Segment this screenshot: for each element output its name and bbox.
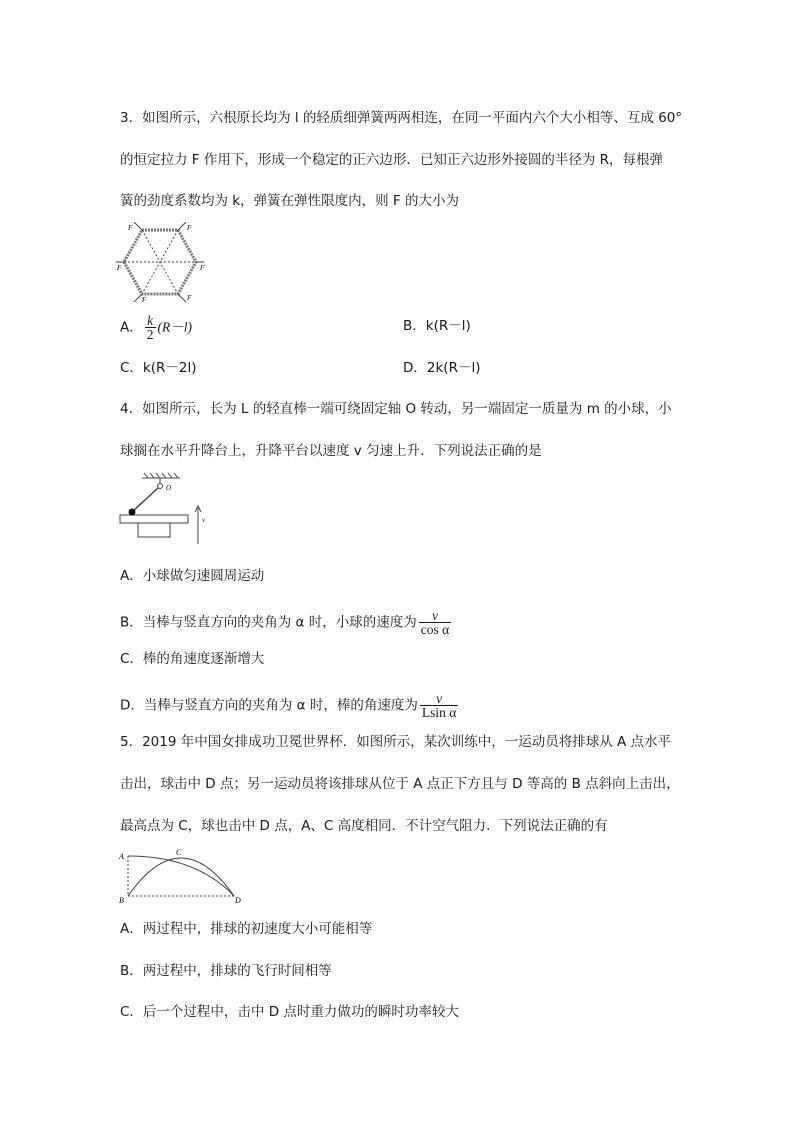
label-v: v <box>202 516 206 524</box>
force-label-top-right: F <box>187 224 192 232</box>
label-c: C <box>176 848 182 857</box>
q4-option-d-numerator: v <box>420 692 458 706</box>
q3-option-b: B．k(R－l) <box>403 318 471 334</box>
q4-option-b-denominator: cos α <box>420 622 450 637</box>
force-label-bottom-right: F <box>187 294 192 302</box>
force-label-top-left: F <box>128 224 133 232</box>
force-label-left: F <box>117 264 122 272</box>
label-d: D <box>235 896 241 905</box>
q4-option-d <box>120 692 460 719</box>
q3-option-a-fraction <box>145 314 156 341</box>
q5-option-a: A．两过程中，排球的初速度大小可能相等 <box>120 921 373 937</box>
q5-option-c: C．后一个过程中，击中 D 点时重力做功的瞬时功率较大 <box>120 1004 459 1020</box>
q3-option-a-suffix: (R－l) <box>157 319 192 335</box>
q4-option-b-fraction <box>419 609 451 636</box>
q4-option-c: C．棒的角速度逐渐增大 <box>120 651 265 667</box>
label-o: O <box>166 484 172 492</box>
hexagon-spring-figure <box>114 222 206 302</box>
q4-option-d-denominator: Lsin α <box>421 705 457 720</box>
q4-option-b-numerator: v <box>419 609 451 623</box>
q3-option-a-numerator: k <box>145 314 156 328</box>
rod-platform-figure <box>116 472 210 548</box>
q4-option-b-prefix: B．当棒与竖直方向的夹角为 α 时，小球的速度为 <box>120 614 417 631</box>
q5-stem-line-1: 5．2019 年中国女排成功卫冕世界杯．如图所示，某次训练中，一运动员将排球从 A 点水平 <box>120 734 672 750</box>
q3-option-d: D．2k(R－l) <box>403 360 481 376</box>
q3-stem-line-2: 的恒定拉力 F 作用下，形成一个稳定的正六边形．已知正六边形外接圆的半径为 R，每根弹 <box>120 152 664 168</box>
q4-option-b <box>120 609 453 636</box>
q4-option-d-prefix: D．当棒与竖直方向的夹角为 α 时，棒的角速度为 <box>120 697 418 714</box>
q5-option-b: B．两过程中，排球的飞行时间相等 <box>120 963 332 979</box>
label-a: A <box>119 852 124 861</box>
q3-option-c: C．k(R－2l) <box>120 360 197 376</box>
q3-stem-line-3: 簧的劲度系数均为 k，弹簧在弹性限度内，则 F 的大小为 <box>120 193 459 209</box>
label-b: B <box>119 896 124 905</box>
q3-option-a <box>120 314 192 341</box>
q4-stem-line-2: 球搁在水平升降台上，升降平台以速度 v 匀速上升．下列说法正确的是 <box>120 443 542 459</box>
force-label-bottom-left: F <box>142 296 147 302</box>
q4-stem-line-1: 4．如图所示，长为 L 的轻直棒一端可绕固定轴 O 转动，另一端固定一质量为 m 的小球，小 <box>120 401 672 417</box>
q3-stem-line-1: 3．如图所示，六根原长均为 l 的轻质细弹簧两两相连，在同一平面内六个大小相等、互成 60° <box>120 110 683 126</box>
q4-option-a: A．小球做匀速圆周运动 <box>120 568 265 584</box>
volleyball-trajectory-figure <box>116 846 246 906</box>
q5-stem-line-3: 最高点为 C，球也击中 D 点，A、C 高度相同．不计空气阻力．下列说法正确的有 <box>120 818 608 834</box>
q3-option-a-prefix: A． <box>120 319 143 336</box>
q5-stem-line-2: 击出，球击中 D 点；另一运动员将该排球从位于 A 点正下方且与 D 等高的 B 点斜向上击出， <box>120 776 680 792</box>
q4-option-d-fraction <box>420 692 458 719</box>
force-label-right: F <box>200 264 205 272</box>
q3-option-a-denominator: 2 <box>146 327 154 342</box>
